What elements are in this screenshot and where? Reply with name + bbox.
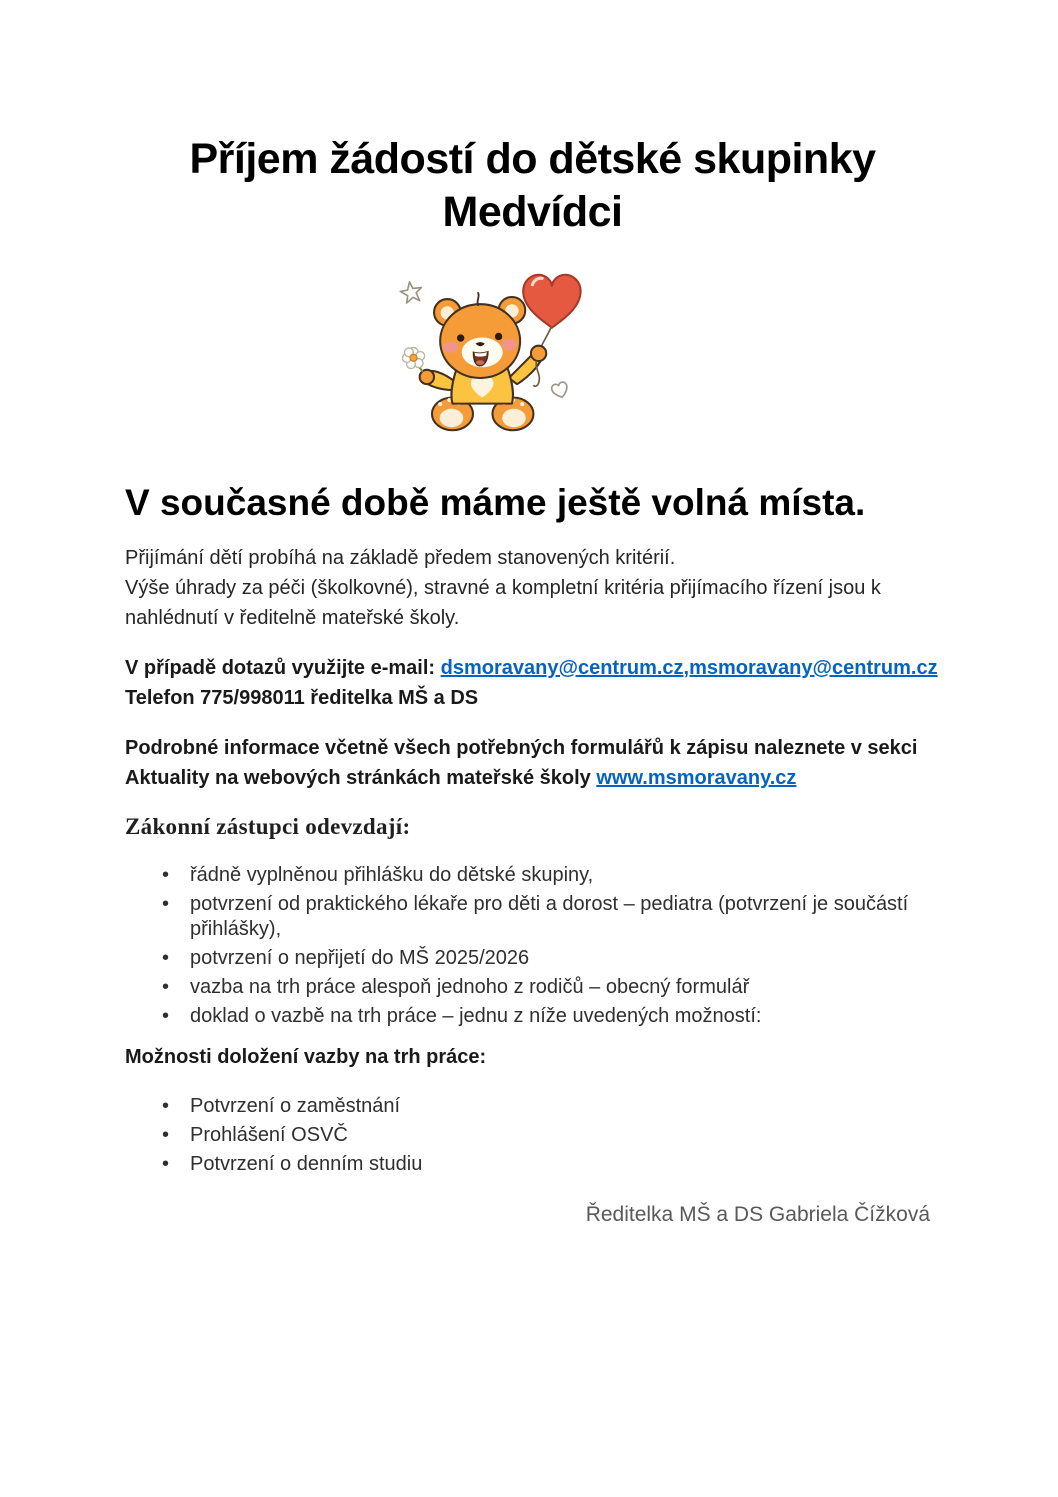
list-item: • Potvrzení o denním studiu xyxy=(125,1152,940,1177)
teddy-bear-illustration xyxy=(125,263,940,453)
list-item: • Potvrzení o zaměstnání xyxy=(125,1094,940,1119)
title-line-2: Medvídci xyxy=(442,188,623,236)
list-item: • řádně vyplněnou přihlášku do dětské skupiny, xyxy=(125,863,940,888)
intro-line-2: Výše úhrady za péči (školkovné), stravné a kompletní kritéria přijímacího řízení jsou k xyxy=(125,577,881,599)
info-line-1: Podrobné informace včetně všech potřebných formulářů k zápisu naleznete v sekci xyxy=(125,737,918,759)
intro-line-1: Přijímání dětí probíhá na základě předem stanovených kritérií. xyxy=(125,547,676,569)
list-item: • doklad o vazbě na trh práce – jednu z níže uvedených možností: xyxy=(125,1004,940,1029)
list-item: • potvrzení od praktického lékaře pro děti a dorost – pediatra (potvrzení je součástí přihlášky), xyxy=(125,892,940,942)
flower-icon xyxy=(402,347,424,368)
document-title xyxy=(125,133,940,239)
contact-prefix: V případě dotazů využijte e-mail: xyxy=(125,657,441,679)
title-line-1: Příjem žádostí do dětské skupinky xyxy=(189,135,876,183)
documents-list xyxy=(125,863,940,1029)
signature: Ředitelka MŠ a DS Gabriela Čížková xyxy=(585,1203,930,1226)
small-heart-icon xyxy=(551,381,570,399)
teddy-bear-icon xyxy=(392,263,597,453)
info-paragraph xyxy=(125,733,940,793)
intro-paragraph xyxy=(125,543,940,633)
contact-phone: Telefon 775/998011 ředitelka MŠ a DS xyxy=(125,687,479,709)
star-icon xyxy=(400,282,421,303)
email-link[interactable]: dsmoravany@centrum.cz,msmoravany@centrum.cz xyxy=(440,657,938,679)
info-line-2: Aktuality na webových stránkách mateřské školy xyxy=(125,767,597,789)
list-item: • vazba na trh práce alespoň jednoho z rodičů – obecný formulář xyxy=(125,975,940,1000)
list-item: • potvrzení o nepřijetí do MŠ 2025/2026 xyxy=(125,946,940,971)
contact-paragraph xyxy=(125,653,940,713)
section-heading-options: Možnosti doložení vazby na trh práce: xyxy=(125,1046,487,1068)
intro-line-3: nahlédnutí v ředitelně mateřské školy. xyxy=(125,607,460,629)
website-link[interactable]: www.msmoravany.cz xyxy=(596,767,797,789)
options-list xyxy=(125,1094,940,1177)
list-item: • Prohlášení OSVČ xyxy=(125,1123,940,1148)
subtitle: V současné době máme ještě volná místa. xyxy=(125,482,866,523)
section-heading-documents: Zákonní zástupci odevzdají: xyxy=(125,814,411,839)
